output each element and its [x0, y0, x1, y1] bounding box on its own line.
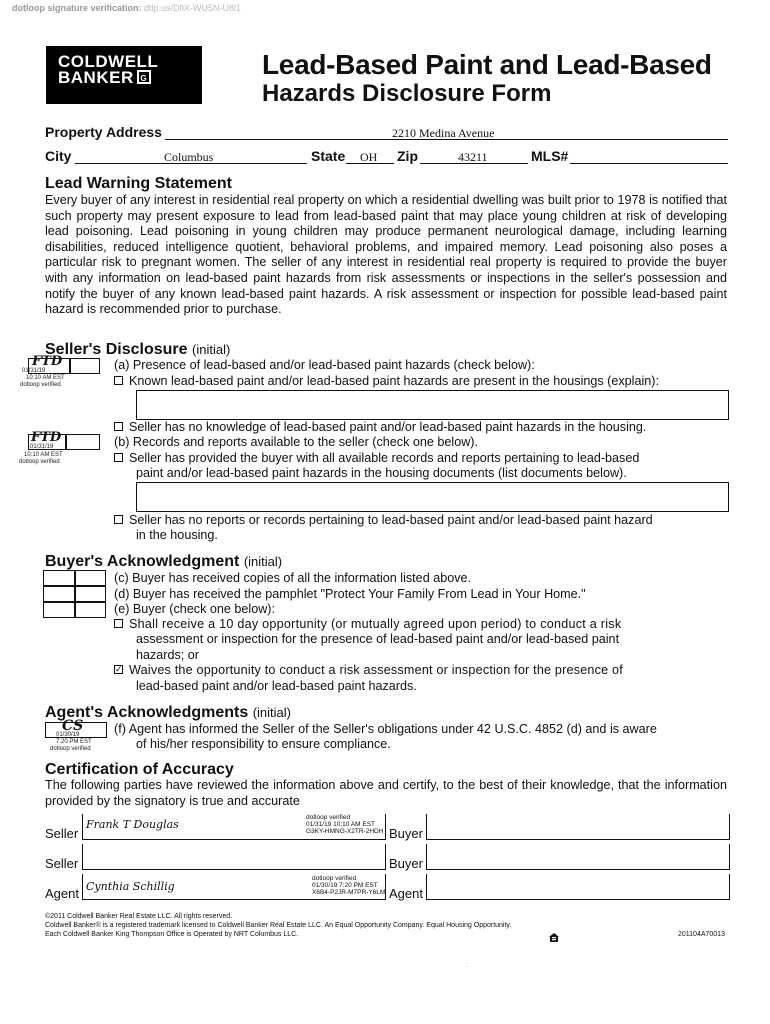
item-e2-text-1: Waives the opportunity to conduct a risk assessment or inspection for the presence of [129, 663, 623, 677]
agent-signature: Cynthia Schillig [86, 880, 175, 893]
verification-label: dotloop signature verification: [12, 3, 142, 13]
item-a1 [114, 374, 659, 390]
coldwell-banker-logo [46, 46, 202, 104]
agent-label-2: Agent [389, 886, 423, 901]
seller-label-2: Seller [45, 856, 79, 871]
documents-textbox[interactable] [136, 482, 729, 512]
item-a2-text: Seller has no knowledge of lead-based paint and/or lead-based paint hazards in the housing. [129, 420, 647, 434]
checkmark-icon: ✓ [115, 664, 123, 675]
seller-disclosure-title: Seller's Disclosure [45, 341, 188, 358]
buyer-initial-d-2[interactable] [75, 586, 106, 602]
agent-stamp-time: 7:20 PM EST [56, 739, 92, 745]
seller-sig-code-1: G3KY-HMNG-X2TR-2HDH [306, 828, 384, 835]
checkbox-known-lead[interactable] [114, 376, 123, 385]
item-d: (d) Buyer has received the pamphlet "Protect Your Family From Lead in Your Home." [114, 587, 586, 601]
item-b2-text-2: in the housing. [136, 528, 218, 542]
buyer-initial-e-2[interactable] [75, 602, 106, 618]
property-address-label: Property Address [45, 124, 162, 140]
item-a2 [114, 420, 646, 436]
explain-textbox[interactable] [136, 390, 729, 420]
item-e2-text-2: lead-based paint and/or lead-based paint hazards. [136, 679, 417, 693]
buyer-signature-field-2[interactable] [426, 844, 730, 870]
item-a: (a) Presence of lead-based and/or lead-based paint hazards (check below): [114, 358, 535, 372]
item-b1 [114, 451, 639, 467]
state-value[interactable]: OH [360, 150, 378, 164]
seller-sig-verified-1: dotloop verified [306, 814, 351, 821]
agent-stamp-date: 01/30/19 [56, 732, 80, 738]
footer-trademark: Coldwell Banker® is a registered trademark licensed to Coldwell Banker Real Estate LLC. An Equal Opportunity Company. Equal Housing Opportunity. [45, 922, 512, 929]
mls-label: MLS# [531, 148, 569, 164]
item-b2-text-1: Seller has no reports or records pertaining to lead-based paint and/or lead-based paint hazard [129, 513, 653, 527]
seller-initial-box-2[interactable] [70, 358, 100, 374]
zip-value[interactable]: 43211 [458, 150, 488, 164]
item-b: (b) Records and reports available to the seller (check one below). [114, 435, 479, 449]
verification-line [12, 3, 241, 13]
certification-text: The following parties have reviewed the information above and certify, to the best of their knowledge, that the information provided by the signatory is true and accurate [45, 778, 727, 808]
agent-ack-title: Agent's Acknowledgments [45, 704, 249, 721]
seller-stamp-1-time: 10:10 AM EST [26, 375, 65, 381]
seller-disclosure-heading [45, 341, 230, 359]
item-e1-text-3: hazards; or [136, 648, 199, 662]
city-value[interactable]: Columbus [164, 150, 214, 164]
item-e: (e) Buyer (check one below): [114, 602, 275, 616]
verification-url[interactable]: dtlp.us/DfiX-WU5N-U8l1 [144, 3, 242, 13]
page-mark: : [466, 962, 468, 969]
seller-initials-2: FTD [31, 430, 62, 445]
logo-line2: BANKER [58, 68, 134, 87]
buyer-initial-e-1[interactable] [43, 602, 75, 618]
checkbox-waives[interactable] [114, 665, 123, 674]
item-a1-text: Known lead-based paint and/or lead-based paint hazards are present in the housings (explain): [129, 374, 659, 388]
item-f-text-1: (f) Agent has informed the Seller of the Seller's obligations under 42 U.S.C. 4852 (d) and is aware [114, 722, 657, 736]
property-address-value[interactable]: 2210 Medina Avenue [392, 126, 495, 140]
checkbox-records-provided[interactable] [114, 453, 123, 462]
logo-mark-icon: G [137, 70, 151, 84]
buyer-label-2: Buyer [389, 856, 423, 871]
agent-stamp-verified: dotloop verified [50, 746, 91, 752]
item-c: (c) Buyer has received copies of all the information listed above. [114, 571, 472, 585]
item-e1 [114, 617, 621, 633]
buyer-ack-title: Buyer's Acknowledgment [45, 553, 240, 570]
item-e1-text-2: assessment or inspection for the presence of lead-based paint and/or lead-based paint [136, 632, 620, 646]
mls-line [570, 163, 728, 164]
buyer-signature-field-1[interactable] [426, 814, 730, 840]
buyer-initial-c-1[interactable] [43, 570, 75, 586]
agent-sig-time: 01/30/19 7:20 PM EST [312, 882, 378, 889]
lead-warning-text: Every buyer of any interest in residential real property on which a residential dwelling was built prior to 1978 is notified that such property may present exposure to lead from lead-based paint that may place young children at risk of developing lead poisoning. Lead poisoning in young children may produce permanent neurological damage, including learning disabilities, reduced intelligence quotient, behavioral problems, and impaired memory. Lead poisoning also poses a particular risk to pregnant women. The seller of any interest in residential real property is required to provide the buyer with any information on lead-based paint hazards from risk assessments or inspections in the seller's possession and notify the buyer of any known lead-based paint hazards. A risk assessment or inspection for possible lead-based paint hazard is recommended prior to purchase. [45, 193, 727, 317]
seller-signature-1: Frank T Douglas [86, 818, 179, 831]
agent-signature-field-2[interactable] [426, 874, 730, 900]
checkbox-no-knowledge[interactable] [114, 422, 123, 431]
seller-stamp-2-verified: dotloop verified [19, 459, 60, 465]
seller-stamp-2-date: 01/31/19 [30, 444, 54, 450]
certification-heading: Certification of Accuracy [45, 761, 234, 778]
buyer-initial-d-1[interactable] [43, 586, 75, 602]
seller-initial-box-4[interactable] [66, 434, 100, 450]
seller-initials-1: FTD [32, 354, 63, 369]
agent-ack-sub: (initial) [252, 705, 291, 720]
buyer-ack-heading [45, 553, 282, 571]
footer-operator: Each Coldwell Banker King Thompson Office is Operated by NRT Columbus LLC. [45, 931, 299, 938]
item-b1-text-2: paint and/or lead-based paint hazards in the housing documents (list documents below). [136, 466, 627, 480]
item-b2 [114, 513, 653, 529]
state-label: State [311, 148, 346, 164]
seller-disclosure-sub: (initial) [192, 342, 231, 357]
buyer-ack-sub: (initial) [243, 554, 283, 569]
agent-initials: CS [62, 718, 84, 734]
agent-sig-verified: dotloop verified [312, 875, 357, 882]
seller-label-1: Seller [45, 826, 79, 841]
lead-warning-heading: Lead Warning Statement [45, 175, 232, 192]
agent-label: Agent [45, 886, 79, 901]
seller-stamp-1-verified: dotloop verified [20, 382, 61, 388]
equal-housing-icon [548, 930, 560, 941]
seller-stamp-2-time: 10:10 AM EST [24, 452, 63, 458]
seller-signature-field-2[interactable] [82, 844, 386, 870]
city-label: City [45, 148, 72, 164]
item-e2 [114, 663, 623, 679]
agent-sig-code: X6B4-P2JR-M7PR-Y6LM [312, 889, 386, 896]
item-f-text-2: of his/her responsibility to ensure compliance. [136, 737, 391, 751]
zip-label: Zip [397, 148, 418, 164]
form-title-line1: Lead-Based Paint and Lead-Based [262, 49, 712, 80]
form-code: 201104A70013 [678, 931, 725, 938]
buyer-label-1: Buyer [389, 826, 423, 841]
checkbox-no-records[interactable] [114, 515, 123, 524]
seller-sig-time-1: 01/31/19 10:10 AM EST [306, 821, 376, 828]
buyer-initial-c-2[interactable] [75, 570, 106, 586]
seller-stamp-1-date: 01/31/19 [22, 368, 46, 374]
logo-line1: COLDWELL [58, 52, 159, 71]
item-b1-text-1: Seller has provided the buyer with all available records and reports pertaining to lead-based [129, 451, 640, 465]
form-title-line2: Hazards Disclosure Form [262, 80, 552, 107]
checkbox-shall-receive[interactable] [114, 619, 123, 628]
item-e1-text-1: Shall receive a 10 day opportunity (or mutually agreed upon period) to conduct a risk [129, 617, 622, 631]
footer-copyright: ©2011 Coldwell Banker Real Estate LLC. All rights reserved. [45, 913, 233, 920]
